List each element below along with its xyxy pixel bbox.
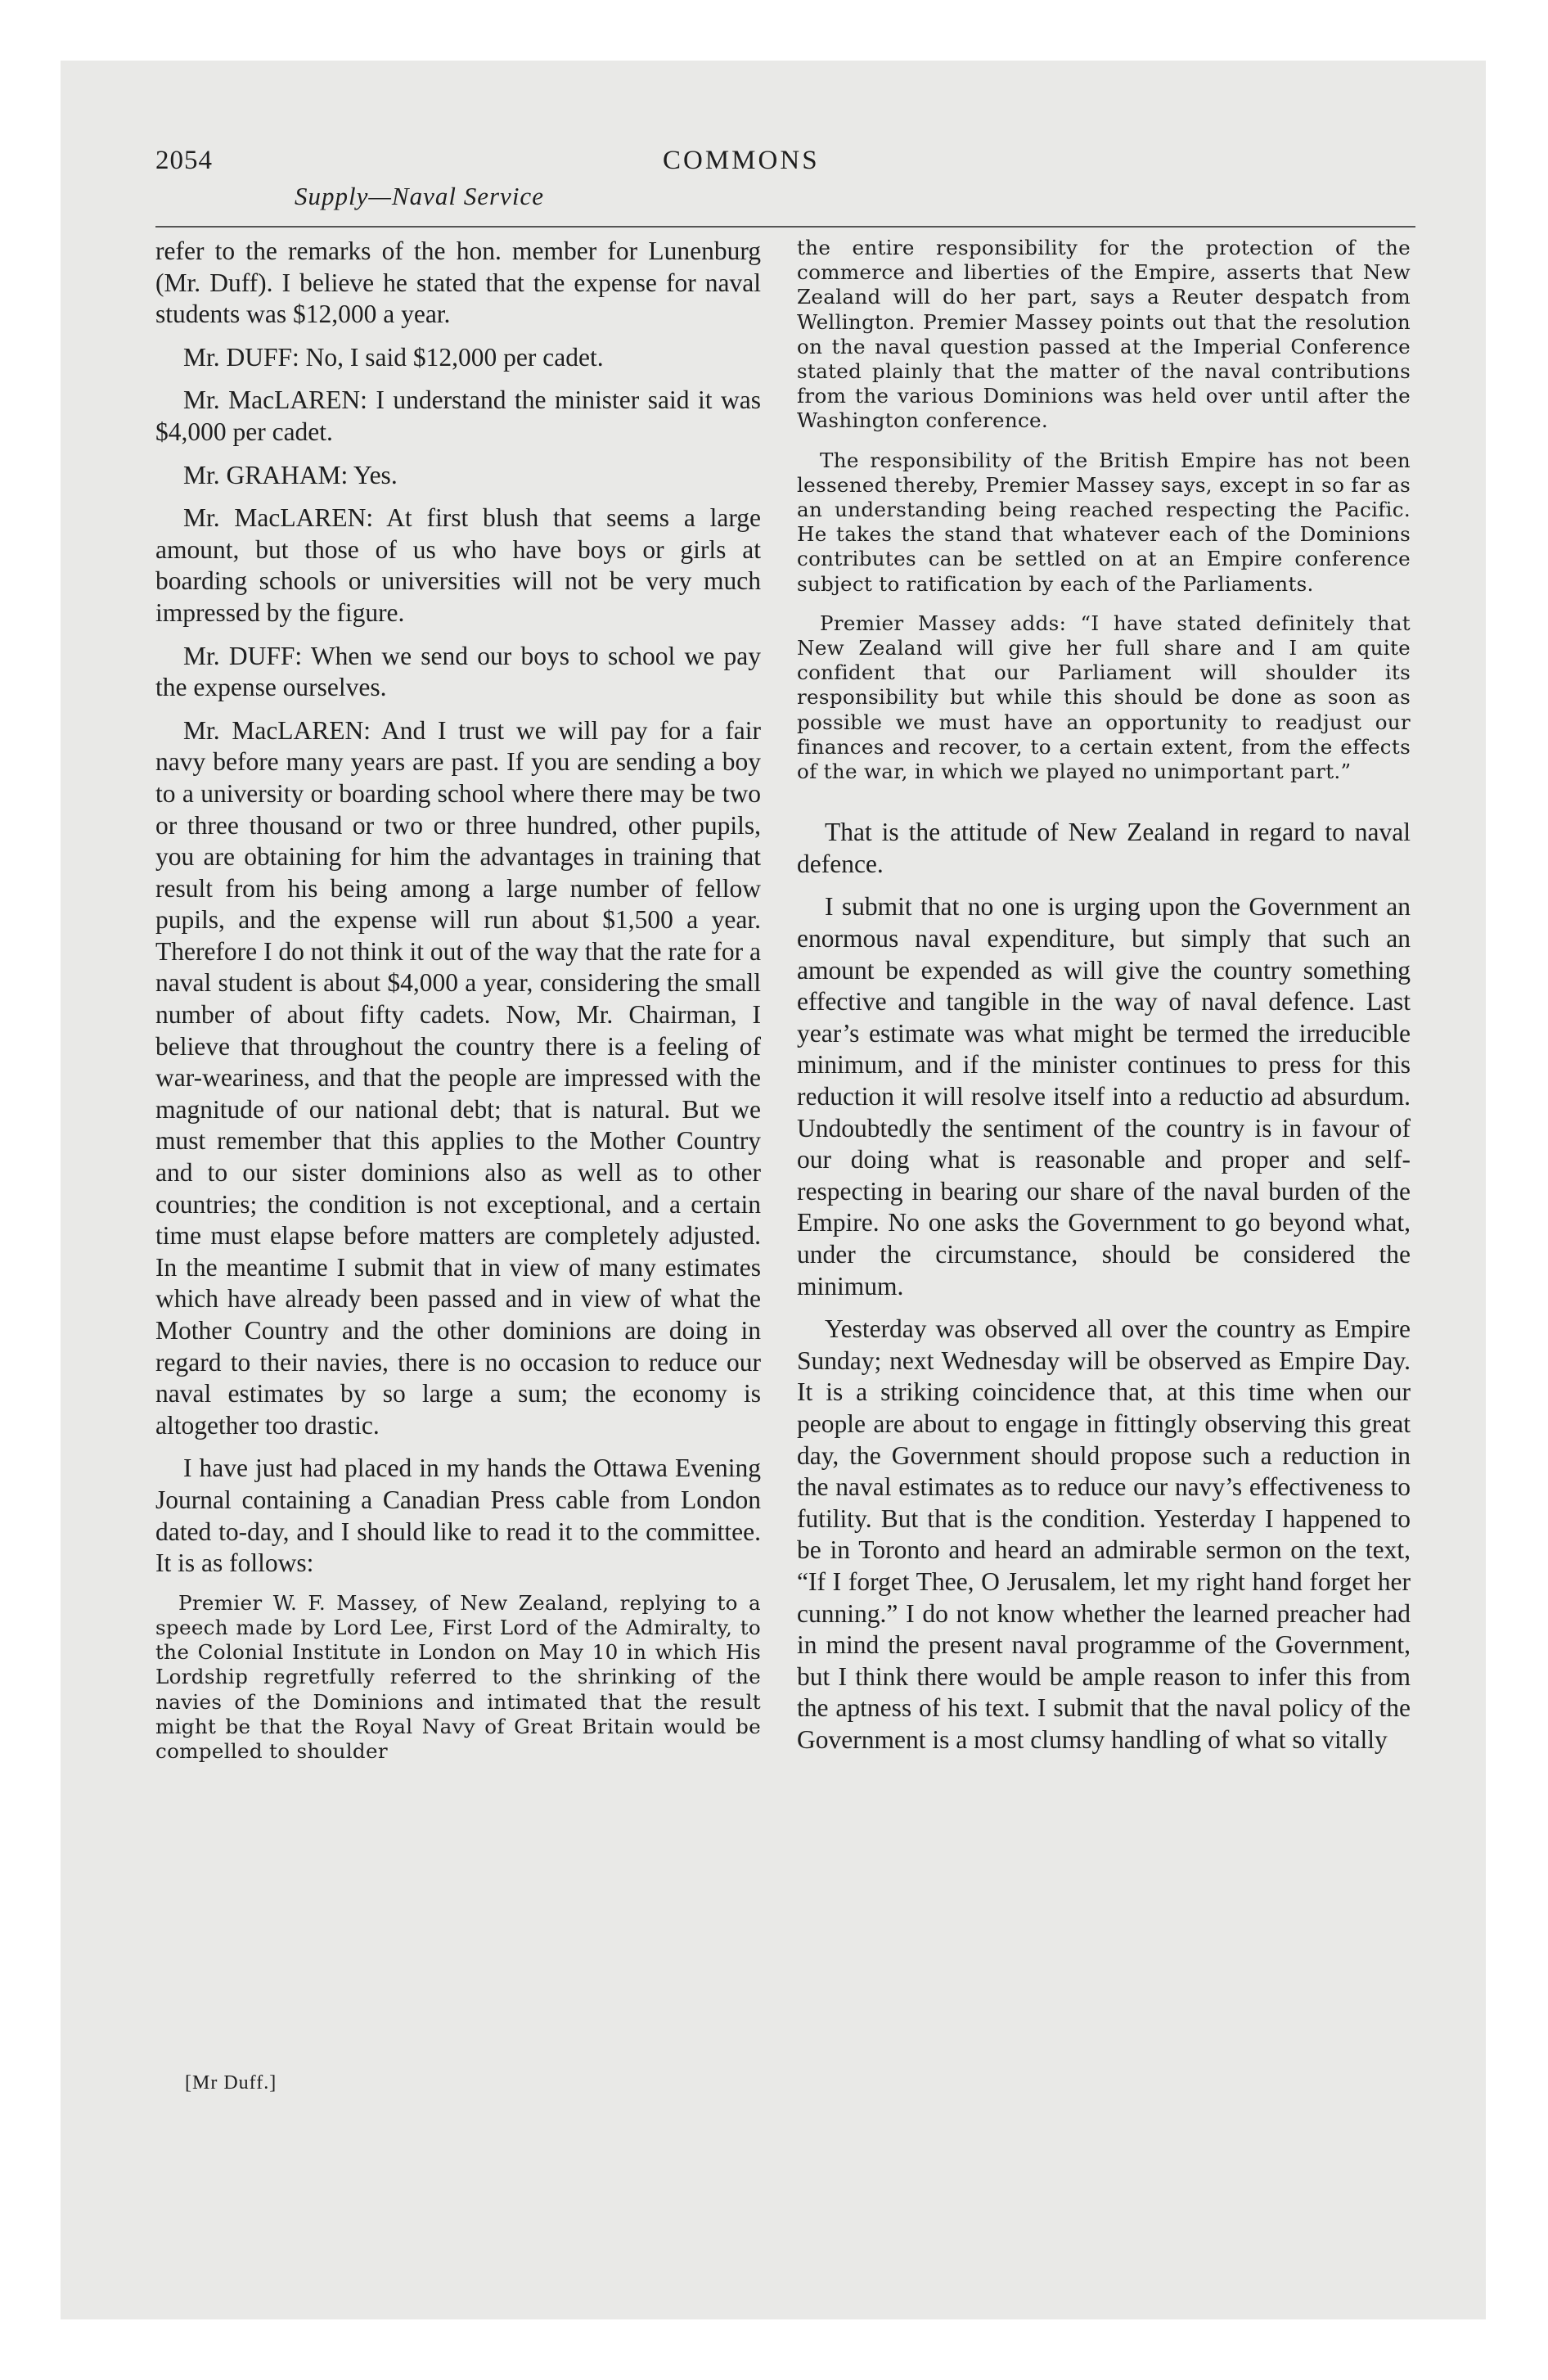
paragraph: Mr. MacLAREN: At first blush that seems a large amount, but those of us who have boys or girls at boarding schools or universities will not be very much impressed by the figure. — [155, 503, 761, 627]
speaker-footer-note: [Mr Duff.] — [185, 2072, 277, 2094]
left-column — [155, 236, 761, 1778]
paragraph: Mr. DUFF: No, I said $12,000 per cadet. — [183, 342, 604, 372]
page-number: 2054 — [155, 146, 213, 175]
paragraph: Mr. MacLAREN: And I trust we will pay for a fair navy before many years are past. If you are sending a boy to a university or boarding school where there may be two or three thousand or two or three hundred, other pupils, you are obtaining for him the advantages in training that result from his being among a large number of fellow pupils, and the expense will run about $1,500 a year. Therefore I do not think it out of the way that the rate for a naval student is about $4,000 a year, considering the small number of about fifty cadets. Now, Mr. Chairman, I believe that throughout the country there is a feeling of war-weariness, and that the people are impressed with the magnitude of our national debt; that is natural. But we must remember that this applies to the Mother Country and to our sister dominions also as well as to other countries; the condition is not exceptional, and a certain time must elapse before matters are completely adjusted. In the meantime I submit that in view of many estimates which have already been passed and in view of what the Mother Country and the other dominions are doing in regard to their navies, there is no occasion to reduce our naval estimates by so large a sum; the economy is altogether too drastic. — [155, 715, 761, 1440]
paragraph: Mr. MacLAREN: I understand the minister said it was $4,000 per cadet. — [155, 385, 761, 446]
header-divider — [155, 226, 1415, 228]
paragraph: That is the attitude of New Zealand in regard to naval defence. — [797, 818, 1411, 878]
right-column — [797, 236, 1411, 1767]
paragraph: Mr. GRAHAM: Yes. — [183, 460, 398, 489]
paragraph: refer to the remarks of the hon. member for Lunenburg (Mr. Duff). I believe he stated that the expense for naval students was $12,000 a year. — [155, 237, 761, 329]
paragraph: I have just had placed in my hands the Ottawa Evening Journal containing a Canadian Press cable from London dated to-day, and I should like to read it to the committee. It is as follows: — [155, 1454, 761, 1578]
quoted-cable-text: Premier Massey adds: “I have stated definitely that New Zealand will give her full share and I am quite confident that our Parliament will shoulder its responsibility but while this should be done as soon as possible we must have an opportunity to readjust our finances and recover, to a certain extent, from the effects of the war, in which we played no unimportant part.” — [797, 611, 1411, 784]
page-header-subtitle: Supply—Naval Service — [295, 182, 544, 210]
quoted-cable-text: the entire responsibility for the protection of the commerce and liberties of the Empire, asserts that New Zealand will do her part, says a Reuter despatch from Wellington. Premier Massey points out that the resolution on the naval question passed at the Imperial Conference stated plainly that the matter of the naval contributions from the various Dominions was held over until after the Washington conference. — [797, 236, 1411, 433]
quoted-cable-text: The responsibility of the British Empire has not been lessened thereby, Premier Massey says, except in so far as an understanding being reached respecting the Pacific. He takes the stand that whatever each of the Dominions contributes can be settled on at an Empire conference subject to ratification by each of the Parliaments. — [797, 448, 1411, 596]
page-header-title: COMMONS — [663, 146, 820, 175]
document-page — [155, 146, 1424, 2241]
paragraph: Mr. DUFF: When we send our boys to school we pay the expense ourselves. — [155, 641, 761, 702]
quoted-cable-text: Premier W. F. Massey, of New Zealand, replying to a speech made by Lord Lee, First Lord of the Admiralty, to the Colonial Institute in London on May 10 in which His Lordship regretfully referred to the shrinking of the navies of the Dominions and intimated that the result might be that the Royal Navy of Great Britain would be compelled to shoulder — [155, 1590, 761, 1763]
paragraph: I submit that no one is urging upon the Government an enormous naval expenditure, but simply that such an amount be expended as will give the country something effective and tangible in the way of naval defence. Last year’s estimate was what might be termed the irreducible minimum, and if the minister continues to press for this reduction it will resolve itself into a reductio ad absurdum. Undoubtedly the sentiment of the country is in favour of our doing what is reasonable and proper and self-respecting in bearing our share of the naval burden of the Empire. No one asks the Government to go beyond what, under the circumstance, should be considered the minimum. — [797, 892, 1411, 1300]
paragraph: Yesterday was observed all over the country as Empire Sunday; next Wednesday will be observed as Empire Day. It is a striking coincidence that, at this time when our people are about to engage in fittingly observing this great day, the Government should propose such a reduction in the naval estimates as to reduce our navy’s effectiveness to futility. But that is the condition. Yesterday I happened to be in Toronto and heard an admirable sermon on the text, “If I forget Thee, O Jerusalem, let my right hand forget her cunning.” I do not know whether the learned preacher had in mind the present naval programme of the Government, but I think there would be ample reason to infer this from the aptness of his text. I submit that the naval policy of the Government is a most clumsy handling of what so vitally — [797, 1314, 1411, 1754]
